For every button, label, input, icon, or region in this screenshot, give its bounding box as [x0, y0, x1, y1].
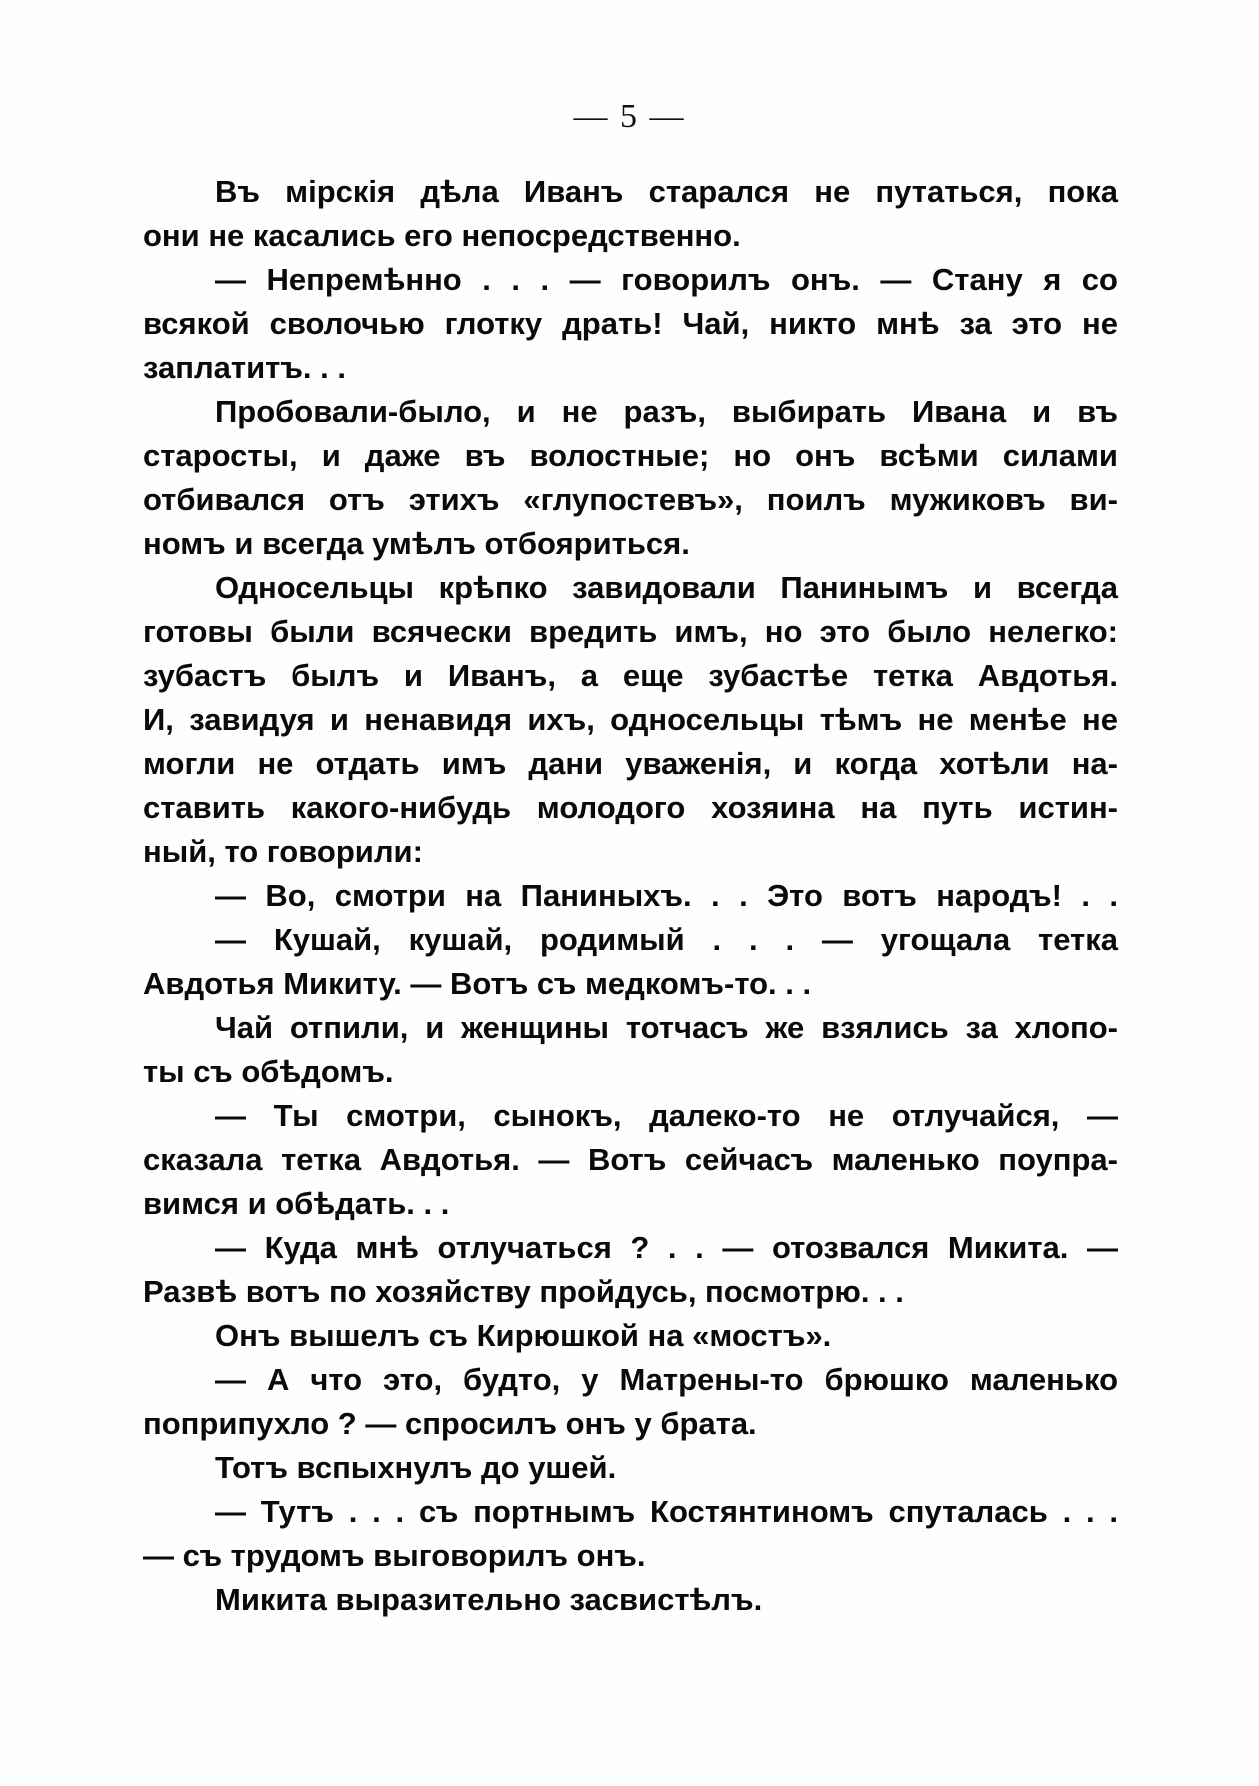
text-line: Односельцы крѣпко завидовали Панинымъ и всегда	[215, 570, 1118, 605]
text-line: — Непремѣнно . . . — говорилъ онъ. — Стану я со	[215, 262, 1118, 297]
text-line: вимся и обѣдать. . .	[143, 1186, 450, 1221]
text-line: они не касались его непосредственно.	[143, 218, 741, 253]
text-line: — Во, смотри на Паниныхъ. . . Это вотъ народъ! . .	[215, 878, 1118, 913]
text-line: Развѣ вотъ по хозяйству пройдусь, посмотрю. . .	[143, 1274, 904, 1309]
body-text	[143, 170, 1118, 1622]
text-line: Чай отпили, и женщины тотчасъ же взялись за хлопо-	[215, 1010, 1118, 1045]
text-line: зубастъ былъ и Иванъ, а еще зубастѣе тетка Авдотья.	[143, 658, 1118, 693]
text-line: — А что это, будто, у Матрены-то брюшко маленько	[215, 1362, 1118, 1397]
text-line: номъ и всегда умѣлъ отбояриться.	[143, 526, 690, 561]
text-line: — Куда мнѣ отлучаться ? . . — отозвался Микита. —	[215, 1230, 1118, 1265]
text-line: Тотъ вспыхнулъ до ушей.	[215, 1450, 617, 1485]
text-line: поприпухло ? — спросилъ онъ у брата.	[143, 1406, 757, 1441]
text-line: — Кушай, кушай, родимый . . . — угощала тетка	[215, 922, 1118, 957]
text-line: — Ты смотри, сынокъ, далеко-то не отлучайся, —	[215, 1098, 1118, 1133]
text-line: всякой сволочью глотку драть! Чай, никто мнѣ за это не	[143, 306, 1118, 341]
text-line: Пробовали-было, и не разъ, выбирать Ивана и въ	[215, 394, 1118, 429]
text-line: — Тутъ . . . съ портнымъ Костянтиномъ спуталась . . .	[215, 1494, 1118, 1529]
text-line: заплатитъ. . .	[143, 350, 346, 385]
text-line: ный, то говорили:	[143, 834, 423, 869]
text-line: Авдотья Микиту. — Вотъ съ медкомъ-то. . .	[143, 966, 812, 1001]
text-line: Онъ вышелъ съ Кирюшкой на «мостъ».	[215, 1318, 832, 1353]
text-line: ставить какого-нибудь молодого хозяина на путь истин-	[143, 790, 1118, 825]
text-line: могли не отдать имъ дани уваженія, и когда хотѣли на-	[143, 746, 1118, 781]
text-line: — съ трудомъ выговорилъ онъ.	[143, 1538, 646, 1573]
text-line: И, завидуя и ненавидя ихъ, односельцы тѣмъ не менѣе не	[143, 702, 1118, 737]
text-line: ты съ обѣдомъ.	[143, 1054, 394, 1089]
text-line: Въ мірскія дѣла Иванъ старался не путаться, пока	[215, 174, 1118, 209]
page-number: — 5 —	[573, 98, 686, 135]
text-line: старосты, и даже въ волостные; но онъ всѣми силами	[143, 438, 1118, 473]
text-line: отбивался отъ этихъ «глупостевъ», поилъ мужиковъ ви-	[143, 482, 1118, 517]
text-line: готовы были всячески вредить имъ, но это было нелегко:	[143, 614, 1118, 649]
text-line: сказала тетка Авдотья. — Вотъ сейчасъ маленько поупра-	[143, 1142, 1118, 1177]
text-line: Микита выразительно засвистѣлъ.	[215, 1582, 763, 1617]
